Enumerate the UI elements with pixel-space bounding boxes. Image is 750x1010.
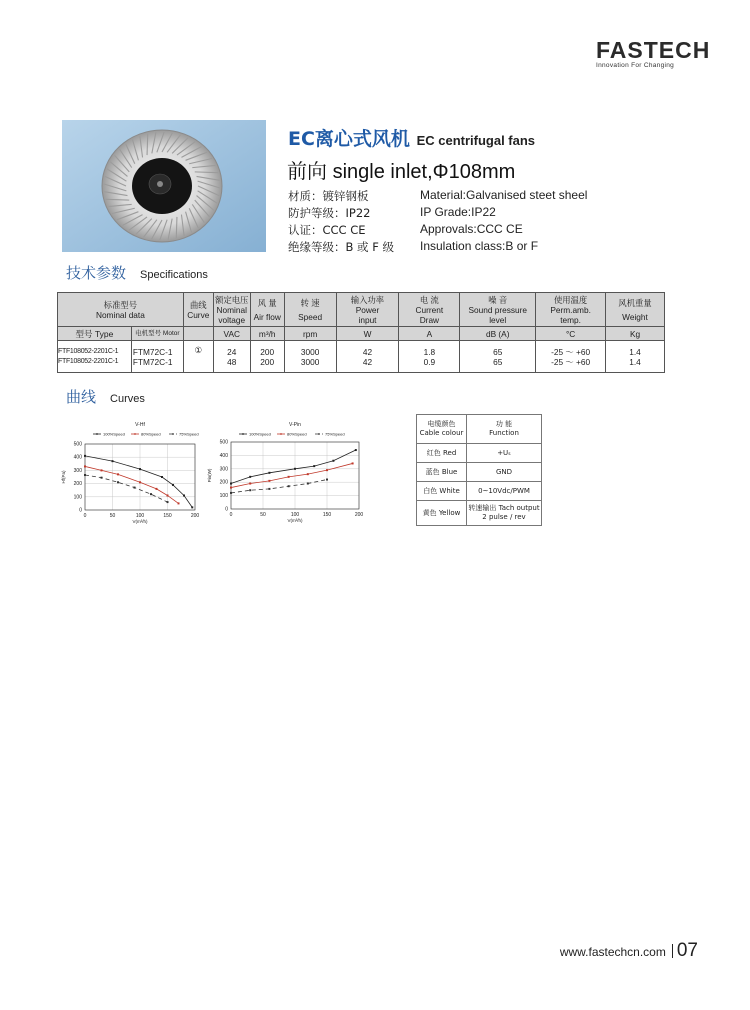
y-tick-label: 400 [73,454,82,461]
data-point [139,481,141,483]
col-current-en2: Draw [419,314,440,325]
product-title-en: EC centrifugal fans [416,133,536,148]
col-airflow-en: Air flow [253,311,281,322]
page-footer [560,940,698,962]
unit-motor: 电机型号 Motor [131,327,183,341]
cell-curve-0: ① [194,345,202,355]
cable-function-red: +Uₛ [467,444,542,463]
data-point [101,469,103,471]
x-tick-label: 50 [260,512,266,518]
x-tick-label: 100 [290,512,300,518]
col-noise-en2: level [489,314,507,325]
col-voltage [213,293,250,327]
data-point [332,460,334,462]
cell-weight [606,341,665,373]
col-current [399,293,460,327]
data-point [249,483,251,485]
cable-function-yellow [467,501,542,526]
x-axis-label: V(m³/h) [287,518,303,523]
col-curve-cn: 曲线 [189,299,207,310]
cell-type [58,341,132,373]
cable-function-white: 0~10Vdc/PWM [467,482,542,501]
data-point [117,481,119,483]
unit-curve [183,327,213,341]
data-point [230,492,232,494]
y-tick-label: 100 [219,493,228,500]
data-point [326,479,328,481]
col-weight-en: Weight [622,311,648,322]
table-row [417,482,542,501]
x-tick-label: 0 [229,512,233,518]
data-point [294,468,296,470]
fan-blade [147,134,148,155]
data-point [84,455,86,457]
chart-v-pin [205,420,365,532]
chart-v-hf [55,420,205,532]
legend-marker [96,433,98,435]
col-curve-en: Curve [187,309,210,320]
property-insulation-cn: 绝缘等级：B 或 F 级 [288,240,394,254]
cell-noise-0: 65 [493,346,503,357]
product-title [288,124,535,151]
cell-airflow-0: 200 [260,346,275,357]
data-point [307,483,309,485]
specs-heading-en: Specifications [140,269,208,281]
cell-noise-1: 65 [493,356,503,367]
cell-airflow [250,341,284,373]
cable-table [416,414,542,526]
table-row [417,463,542,482]
curves-heading-en: Curves [110,393,145,405]
table-row [58,341,665,373]
data-point [230,487,232,489]
unit-weight: Kg [606,327,665,341]
footer-divider [672,944,673,958]
x-tick-label: 150 [322,512,332,518]
cable-function-yellow-1: 转速输出 Tach output [468,504,540,512]
cable-header-function-cn: 功 能 [495,420,513,428]
y-axis-label: Pin(W) [207,468,212,483]
cell-power-1: 42 [362,356,373,367]
col-curve [183,293,213,327]
table-row [417,501,542,526]
property-ip-cn: 防护等级：IP22 [288,206,371,220]
properties-cn [288,188,394,256]
col-noise-en1: Sound pressure [468,304,528,315]
col-nominal-cn: 标准型号 [103,299,137,310]
cable-header-colour-en: Cable colour [419,429,464,437]
property-approval-cn: 认证：CCC CE [288,223,366,237]
data-point [134,487,136,489]
legend-label: 80%Speed [141,431,161,437]
data-point [178,502,180,504]
data-point [84,465,86,467]
chart-v-hf-svg [55,420,205,532]
property-material-cn: 材质：镀锌钢板 [288,189,369,203]
col-power-en1: Power [355,304,380,315]
specs-heading-cn: 技术参数 [66,264,127,282]
col-current-cn: 电 流 [419,294,439,305]
data-point [84,474,86,476]
data-point [101,477,103,479]
series-line [231,450,356,484]
cell-curve [183,341,213,373]
cable-header-colour-cn: 电缆颜色 [427,420,456,428]
col-temp-cn: 使用温度 [554,294,588,305]
cable-colour-yellow: 黄色 Yellow [417,501,467,526]
cable-header-colour [417,415,467,444]
legend-marker [280,433,282,435]
product-subtitle [287,155,515,184]
x-tick-label: 200 [354,512,364,518]
x-tick-label: 0 [83,513,87,519]
y-tick-label: 200 [219,479,228,486]
legend-label: 80%Speed [287,431,307,437]
unit-voltage: VAC [213,327,250,341]
chart-title: V-Pin [289,422,301,428]
cable-colour-red: 红色 Red [417,444,467,463]
data-point [355,449,357,451]
cell-airflow-1: 200 [260,356,275,367]
curves-heading-cn: 曲线 [66,388,97,406]
unit-temp: °C [536,327,606,341]
col-noise [460,293,536,327]
property-insulation-en: Insulation class:B or F [420,239,539,253]
data-point [112,460,114,462]
y-tick-label: 500 [219,439,228,446]
col-voltage-cn: 额定电压 [215,294,249,305]
data-point [191,506,193,508]
property-material-en: Material:Galvanised steet sheel [420,188,588,202]
data-point [117,473,119,475]
legend-label: 100%Speed [249,431,271,437]
col-power-en2: input [358,314,377,325]
col-current-en1: Current [415,304,444,315]
cell-power-0: 42 [362,346,373,357]
spec-table [57,292,665,373]
col-speed-en: Speed [298,311,323,322]
cell-noise [460,341,536,373]
data-point [268,480,270,482]
unit-speed: rpm [284,327,336,341]
data-point [288,485,290,487]
cell-speed [284,341,336,373]
col-weight [606,293,665,327]
cell-temp [536,341,606,373]
unit-current: A [399,327,460,341]
property-ip-en: IP Grade:IP22 [420,205,496,219]
unit-airflow: m³/h [250,327,284,341]
spec-unit-row [58,327,665,341]
cell-temp-0: -25 ～ +60 [551,346,591,357]
data-point [288,476,290,478]
properties-en [420,187,587,255]
col-airflow-cn: 风 量 [257,297,277,308]
specs-heading [66,262,208,283]
data-point [167,501,169,503]
col-power-cn: 输入功率 [350,294,385,305]
cable-header-function-en: Function [489,429,519,437]
curves-heading [66,386,145,407]
subtitle-cn: 前向 [287,159,327,183]
property-approval-en: Approvals:CCC CE [420,222,523,236]
y-tick-label: 100 [73,494,82,501]
col-temp-en2: temp. [560,314,581,325]
col-noise-cn: 噪 音 [488,294,508,305]
cell-weight-1: 1.4 [629,356,641,367]
data-point [156,488,158,490]
data-point [161,476,163,478]
x-tick-label: 150 [163,513,172,519]
col-power [336,293,399,327]
cell-type-1: FTF108052-2201C-1 [58,357,119,365]
data-point [167,494,169,496]
cell-power [336,341,399,373]
cable-header-row [417,415,542,444]
y-tick-label: 0 [225,506,228,513]
chart-v-pin-svg [205,420,365,532]
cable-colour-white: 白色 White [417,482,467,501]
y-tick-label: 400 [219,452,228,459]
col-weight-cn: 风机重量 [618,297,652,308]
y-tick-label: 500 [73,441,82,448]
data-point [139,468,141,470]
legend-marker [172,433,174,435]
cell-voltage-1: 48 [227,356,237,367]
y-tick-label: 300 [219,466,228,473]
data-point [150,493,152,495]
brand-name: FASTECH [596,37,711,63]
table-row [417,444,542,463]
y-axis-label: Hf(Pa) [61,470,66,484]
x-tick-label: 100 [135,513,145,519]
cell-current-1: 0.9 [423,356,436,367]
fan-image [62,120,266,252]
data-point [172,484,174,486]
unit-type: 型号 Type [58,327,132,341]
cell-speed-0: 3000 [300,346,320,357]
data-point [307,473,309,475]
data-point [230,483,232,485]
fan-blade [176,217,177,238]
col-voltage-en1: Nominal [216,304,247,315]
col-nominal [58,293,184,327]
cell-motor [131,341,183,373]
data-point [249,489,251,491]
cell-weight-0: 1.4 [629,346,641,357]
col-temp [536,293,606,327]
cable-function-yellow-2: 2 pulse / rev [482,513,526,521]
y-tick-label: 0 [79,507,82,514]
chart-title: V-Hf [135,422,145,428]
page-number: 07 [676,940,698,961]
col-nominal-en: Nominal data [95,309,145,320]
cell-motor-0: FTM72C-1 [132,346,173,357]
cell-current [399,341,460,373]
y-tick-label: 300 [73,467,82,474]
cell-speed-1: 3000 [300,356,320,367]
legend-marker [242,433,244,435]
product-photo [62,120,266,252]
cell-current-0: 1.8 [423,346,436,357]
product-title-cn: EC离心式风机 [288,128,410,150]
legend-marker [318,433,320,435]
series-line [85,466,179,503]
data-point [268,472,270,474]
brand-logo [596,37,711,69]
unit-power: W [336,327,399,341]
cell-temp-1: -25 ～ +60 [551,356,591,367]
data-point [249,476,251,478]
legend-marker [134,433,136,435]
col-speed-cn: 转 速 [300,297,320,308]
subtitle-size: Φ108mm [432,161,516,183]
cell-voltage [213,341,250,373]
cell-type-0: FTF108052-2201C-1 [58,347,119,355]
footer-url: www.fastechcn.com [559,945,666,959]
data-point [352,462,354,464]
y-tick-label: 200 [73,481,82,488]
subtitle-en: single inlet, [332,161,433,183]
cell-motor-1: FTM72C-1 [132,356,173,367]
cable-header-function [467,415,542,444]
x-axis-label: V(m³/h) [132,519,148,524]
brand-tagline: Innovation For Changing [596,62,675,69]
col-airflow [250,293,284,327]
data-point [268,488,270,490]
col-speed [284,293,336,327]
cable-function-blue: GND [467,463,542,482]
col-voltage-en2: voltage [218,314,246,325]
data-point [313,465,315,467]
cable-colour-blue: 蓝色 Blue [417,463,467,482]
data-point [183,494,185,496]
x-tick-label: 50 [109,513,116,519]
legend-label: 100%Speed [103,431,125,437]
series-line [231,480,327,493]
legend-label: 75%Speed [179,431,199,437]
unit-noise: dB (A) [460,327,536,341]
cell-voltage-0: 24 [227,346,237,357]
legend-label: 75%Speed [325,431,345,437]
col-temp-en1: Perm.amb. [550,304,591,315]
spec-header-row [58,293,665,327]
data-point [326,469,328,471]
x-tick-label: 200 [190,513,200,519]
